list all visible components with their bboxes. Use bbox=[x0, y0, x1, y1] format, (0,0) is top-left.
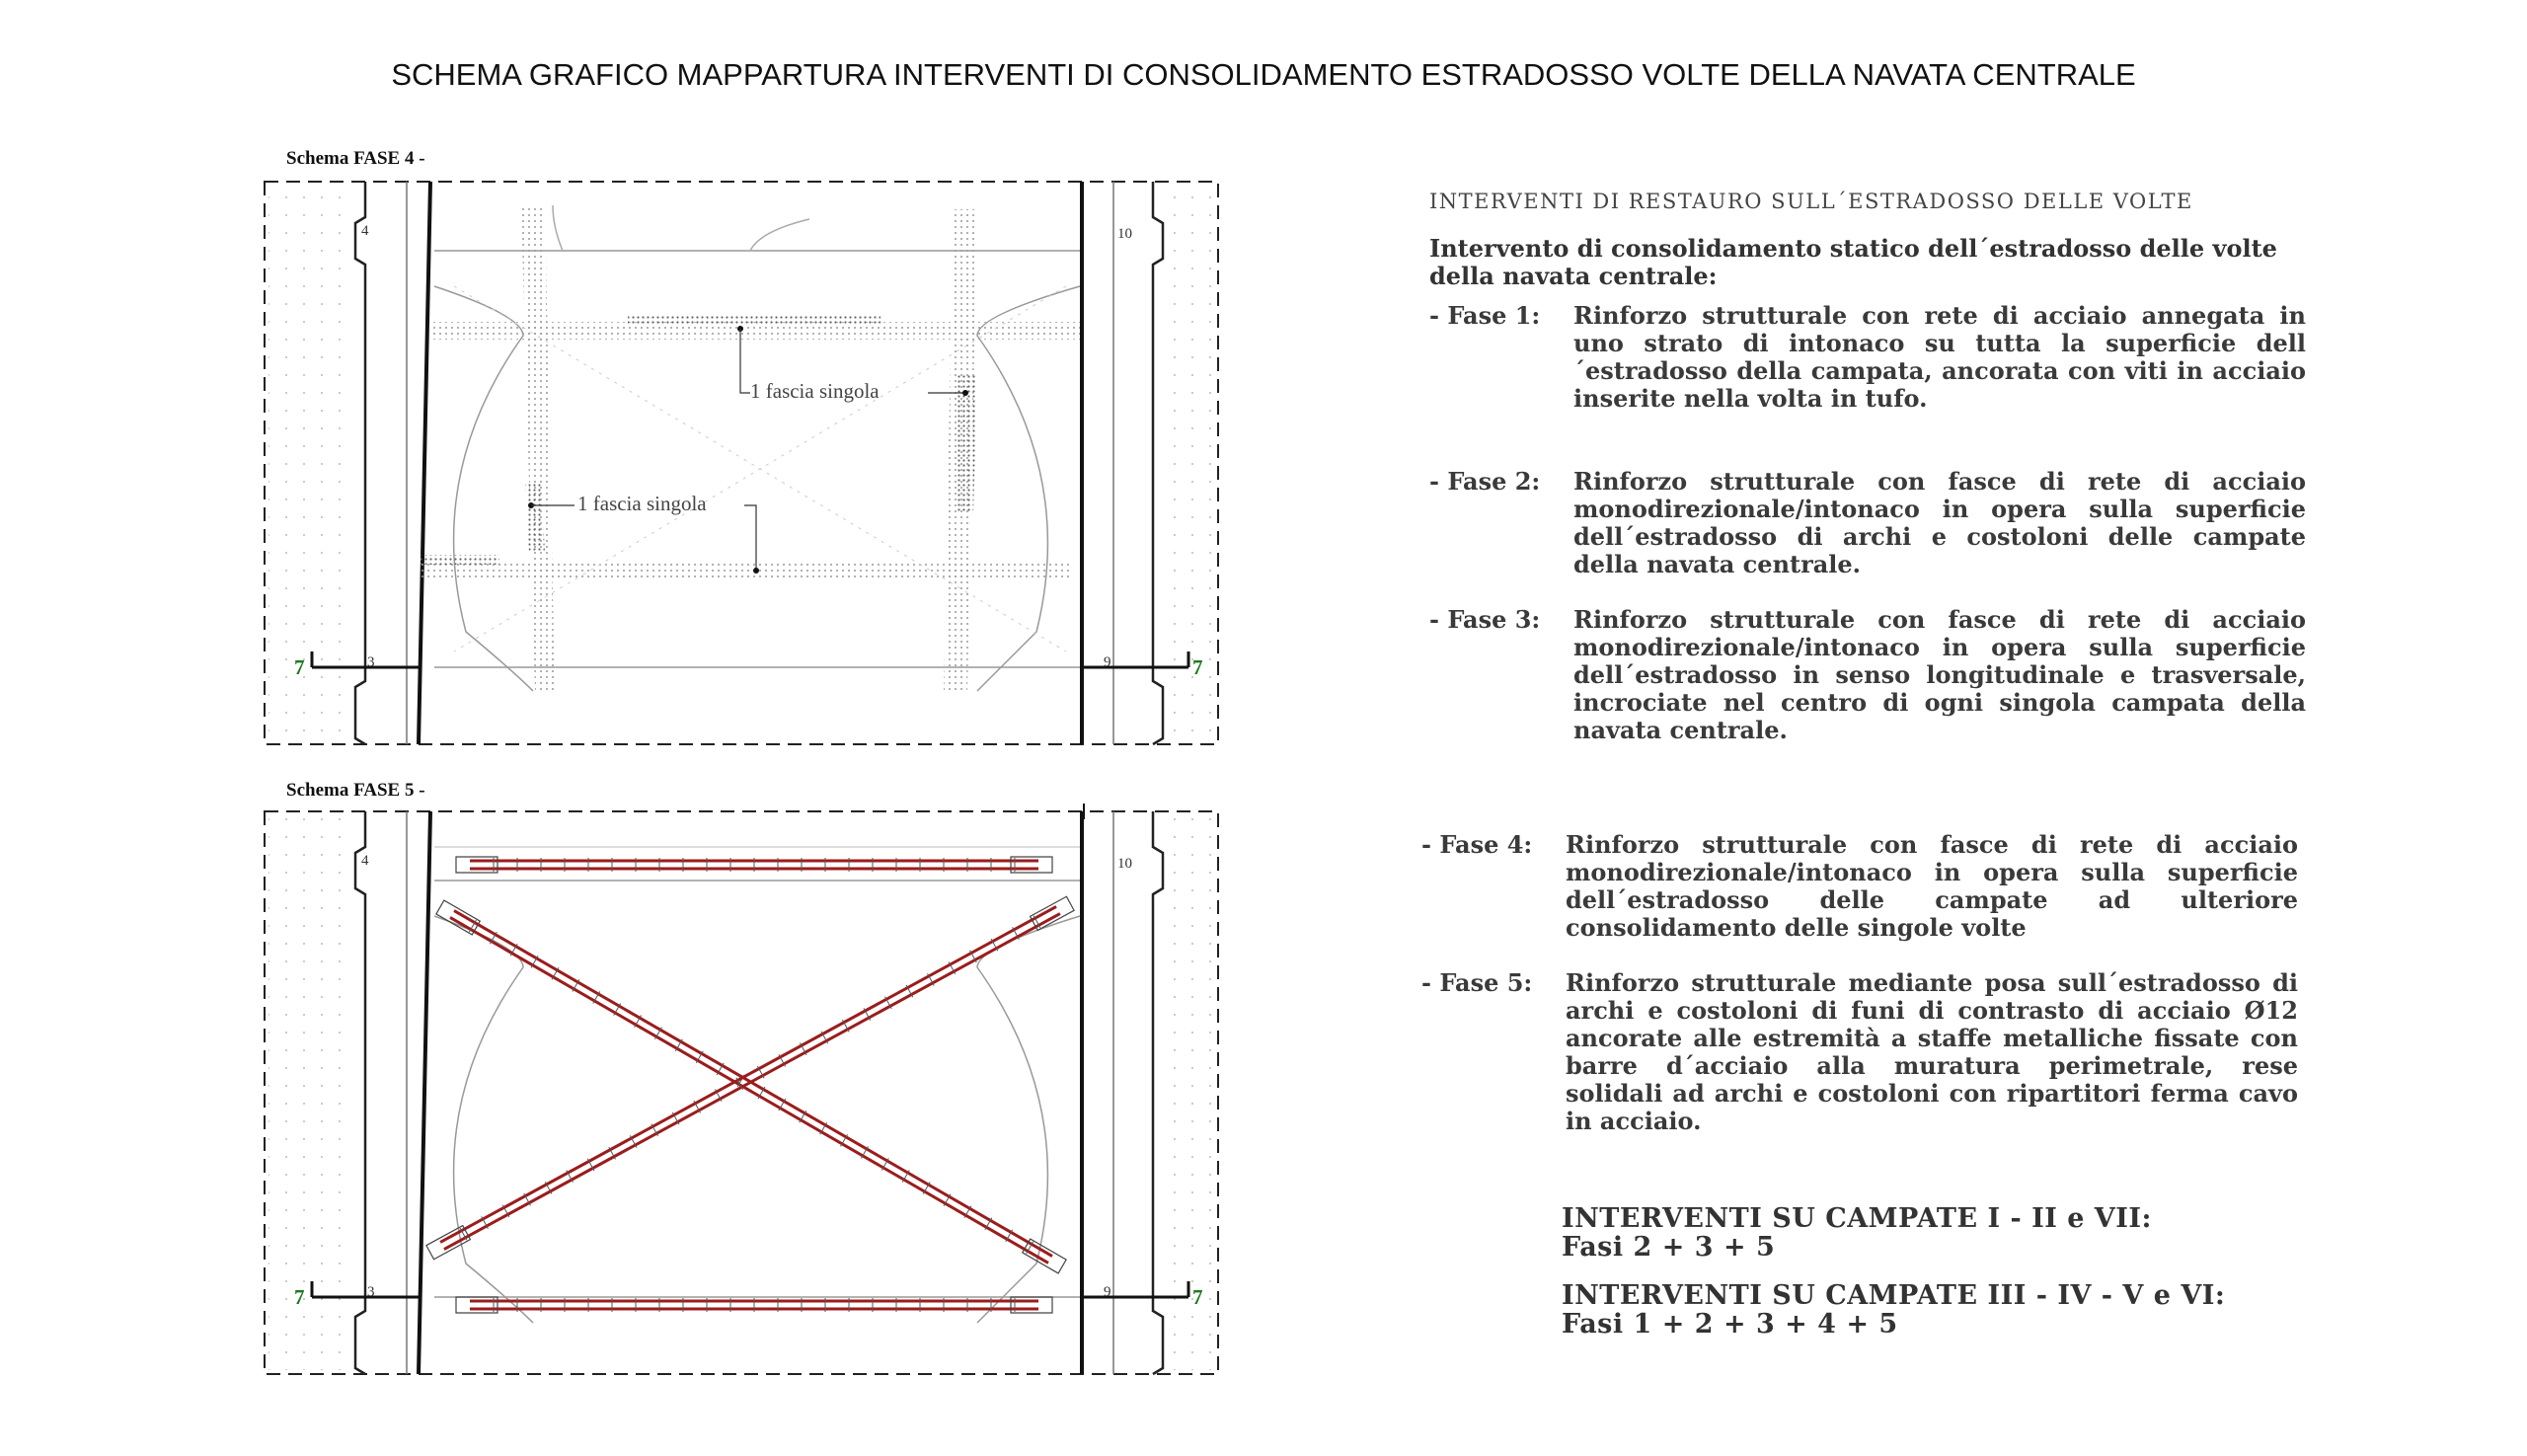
phase-label: - Fase 2: bbox=[1429, 467, 1541, 496]
cable-layer bbox=[426, 857, 1074, 1313]
pillar-number: 9 bbox=[1104, 654, 1111, 670]
schema-frame bbox=[265, 182, 1218, 744]
outer-dotted-area bbox=[1167, 817, 1214, 1370]
vault-rib-right bbox=[977, 286, 1080, 691]
anchor-bracket bbox=[456, 1297, 498, 1313]
pillar-number: 10 bbox=[1117, 226, 1132, 242]
schema-fase-4-label: Schema FASE 4 - bbox=[286, 148, 425, 169]
annotation-label: 1 fascia singola bbox=[577, 492, 707, 515]
summary-phases: Fasi 2 + 3 + 5 bbox=[1562, 1232, 1776, 1263]
band-fascia-highlight bbox=[628, 314, 881, 324]
outer-dotted-area bbox=[1167, 188, 1214, 740]
vault-arch-lines bbox=[434, 881, 1080, 1297]
summary-title: INTERVENTI SU CAMPATE I - II e VII: bbox=[1562, 1203, 2152, 1234]
phase-text: Rinforzo strutturale con fasce di rete di acciaio monodirezionale/intonaco in opera sulla superficie dell´estradosso delle campate ad ulteriore consolidamento delle singole volte bbox=[1566, 830, 2298, 942]
summary-phases: Fasi 1 + 2 + 3 + 4 + 5 bbox=[1562, 1309, 1898, 1340]
pillar-number: 10 bbox=[1117, 856, 1132, 872]
anchor-bracket bbox=[1011, 1297, 1052, 1313]
legend-intro: Intervento di consolidamento statico dell´estradosso delle volte della navata centrale: bbox=[1429, 234, 2277, 290]
left-nave-wall bbox=[419, 811, 430, 1374]
left-nave-wall bbox=[419, 182, 430, 744]
legend-heading: INTERVENTI DI RESTAURO SULL´ESTRADOSSO DELLE VOLTE bbox=[1429, 190, 2193, 213]
outer-dotted-area bbox=[268, 817, 347, 1370]
left-pillar-outline bbox=[355, 811, 365, 1374]
schema-fase-5 bbox=[265, 804, 1218, 1374]
schema-fase-5-label: Schema FASE 5 - bbox=[286, 780, 425, 801]
band-transverse-left bbox=[521, 205, 555, 691]
phase-text: Rinforzo strutturale con fasce di rete di acciaio monodirezionale/intonaco in opera sulla superficie dell´estradosso in senso longitudinale e trasversale, incrociate nel centro di ogni singola campata della navata centrale. bbox=[1573, 605, 2306, 744]
band-fascia-highlight bbox=[956, 375, 977, 513]
phase-5 bbox=[1421, 969, 2298, 1135]
left-pillar-outline bbox=[355, 182, 365, 744]
phase-label: - Fase 1: bbox=[1429, 301, 1541, 330]
phase-4 bbox=[1421, 831, 2298, 942]
phase-label: - Fase 3: bbox=[1429, 605, 1541, 634]
schema-frame bbox=[265, 811, 1218, 1374]
cable-diagonal-1 bbox=[436, 900, 1066, 1273]
summary-campate-1 bbox=[1562, 1204, 2152, 1262]
annotation-label: 1 fascia singola bbox=[750, 379, 880, 403]
outer-dotted-area bbox=[268, 188, 347, 740]
section-mark-left: 7 bbox=[294, 655, 305, 679]
band-longitudinal-bottom bbox=[421, 561, 1070, 578]
pillar-number: 3 bbox=[367, 1284, 375, 1300]
cable-bottom bbox=[456, 1297, 1052, 1313]
section-mark-left: 7 bbox=[294, 1285, 305, 1309]
summary-campate-2 bbox=[1562, 1281, 2225, 1339]
cable-top bbox=[456, 857, 1052, 873]
summary-title: INTERVENTI SU CAMPATE III - IV - V e VI: bbox=[1562, 1280, 2226, 1311]
vault-rib-left bbox=[434, 916, 533, 1323]
vault-arch-curve bbox=[553, 205, 809, 251]
pillar-number: 4 bbox=[361, 223, 369, 239]
pillar-number: 4 bbox=[361, 853, 369, 869]
phase-text: Rinforzo strutturale con fasce di rete di acciaio monodirezionale/intonaco in opera sulla superficie dell´estradosso di archi e costoloni delle campate della navata centrale. bbox=[1573, 467, 2306, 578]
anchor-bracket bbox=[456, 857, 498, 873]
vault-rib-left bbox=[434, 286, 533, 691]
pillar-number: 3 bbox=[367, 654, 375, 670]
phase-2 bbox=[1429, 468, 2306, 578]
phase-3 bbox=[1429, 606, 2306, 744]
right-pillar-outline bbox=[1153, 811, 1163, 1374]
phase-label: - Fase 5: bbox=[1421, 968, 1533, 997]
phase-1 bbox=[1429, 302, 2306, 413]
phase-label: - Fase 4: bbox=[1421, 830, 1533, 859]
phase-text: Rinforzo strutturale mediante posa sull´estradosso di archi e costoloni di funi di contrasto di acciaio Ø12 ancorate alle estremità a staffe metalliche fissate con barre d´acciaio alla muratura perimetrale, rese solidali ad archi e costoloni con ripartitori ferma cavo in acciaio. bbox=[1566, 968, 2298, 1135]
right-pillar-outline bbox=[1153, 182, 1163, 744]
anchor-bracket bbox=[1011, 857, 1052, 873]
section-mark-right: 7 bbox=[1192, 655, 1203, 679]
schema-fase-4 bbox=[265, 182, 1218, 744]
page-title: SCHEMA GRAFICO MAPPARTURA INTERVENTI DI CONSOLIDAMENTO ESTRADOSSO VOLTE DELLA NAVATA CENTRALE bbox=[391, 57, 2136, 92]
band-fascia-highlight bbox=[421, 555, 499, 565]
phase-text: Rinforzo strutturale con rete di acciaio annegata in uno strato di intonaco su tutta la superficie dell´estradosso della campata, ancorata con viti in acciaio inserite nella volta in tufo. bbox=[1573, 301, 2306, 413]
pillar-number: 9 bbox=[1104, 1284, 1111, 1300]
section-mark-right: 7 bbox=[1192, 1285, 1203, 1309]
